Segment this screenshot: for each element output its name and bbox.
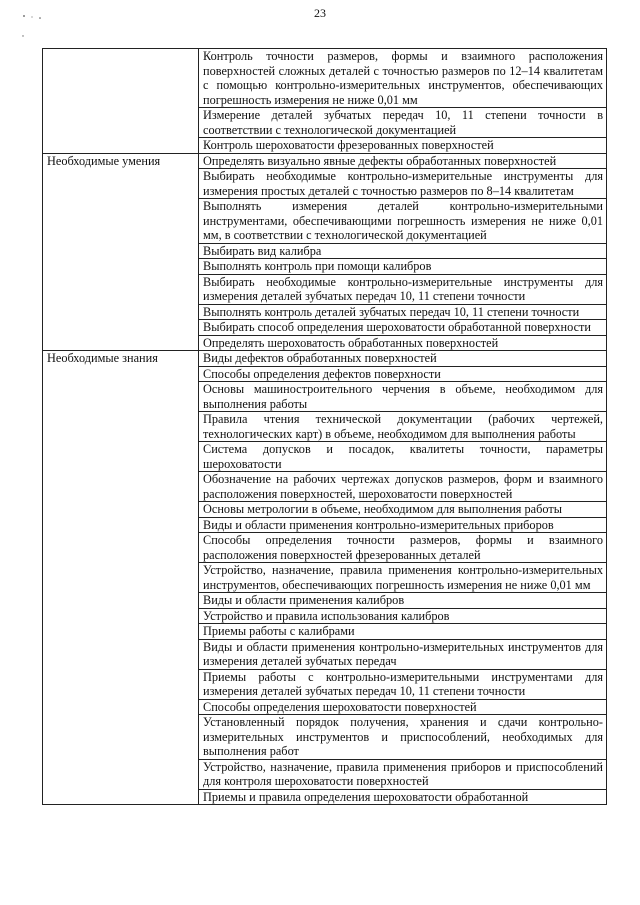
table-cell: Устройство, назначение, правила применения контрольно-измерительных инструментов, обеспечивающих погрешность измерения не ниже 0,01 мм bbox=[199, 563, 607, 593]
skills-label: Необходимые умения bbox=[43, 153, 199, 351]
table-cell: Обозначение на рабочих чертежах допусков размеров, форм и взаимного расположения поверхностей, шероховатости поверхностей bbox=[199, 472, 607, 502]
table-cell: Измерение деталей зубчатых передач 10, 11 степени точности в соответствии с технологической документацией bbox=[199, 108, 607, 138]
table-cell: Устройство, назначение, правила применения приборов и приспособлений для контроля шероховатости поверхностей bbox=[199, 759, 607, 789]
table-cell: Способы определения точности размеров, формы и взаимного расположения поверхностей фрезерованных деталей bbox=[199, 533, 607, 563]
knowledge-label: Необходимые знания bbox=[43, 351, 199, 805]
table-cell: Устройство и правила использования калибров bbox=[199, 608, 607, 624]
table-cell: Виды и области применения контрольно-измерительных инструментов для измерения деталей зубчатых передач bbox=[199, 639, 607, 669]
table-cell: Выбирать необходимые контрольно-измерительные инструменты для измерения деталей зубчатых передач 10, 11 степени точности bbox=[199, 274, 607, 304]
table-cell-text: Приемы и правила определения шероховатости обработанной bbox=[203, 789, 529, 804]
table-row bbox=[43, 351, 607, 367]
table-cell: Виды дефектов обработанных поверхностей bbox=[199, 351, 607, 367]
page-number: 23 bbox=[314, 6, 326, 20]
table-cell: Приемы работы с калибрами bbox=[199, 624, 607, 640]
table-cell: Выполнять контроль деталей зубчатых передач 10, 11 степени точности bbox=[199, 304, 607, 320]
table-row bbox=[43, 49, 607, 108]
table-cell: Установленный порядок получения, хранения и сдачи контрольно-измерительных инструментов и приспособлений, необходимых для выполнения работ bbox=[199, 715, 607, 760]
table-cell: Выбирать способ определения шероховатости обработанной поверхности bbox=[199, 320, 607, 336]
table-cell: Основы машиностроительного черчения в объеме, необходимом для выполнения работы bbox=[199, 382, 607, 412]
table-cell: Система допусков и посадок, квалитеты точности, параметры шероховатости bbox=[199, 442, 607, 472]
table-cell: Выбирать необходимые контрольно-измерительные инструменты для измерения простых деталей с точностью размеров по 8–14 квалитетам bbox=[199, 169, 607, 199]
table-cell: Способы определения шероховатости поверхностей bbox=[199, 699, 607, 715]
table-cell: Контроль точности размеров, формы и взаимного расположения поверхностей сложных деталей с точностью размеров по 12–14 квалитетам с помощью контрольно-измерительных инструментов, обеспечивающих погрешность измерения не ниже 0,01 мм bbox=[199, 49, 607, 108]
table-cell: Определять шероховатость обработанных поверхностей bbox=[199, 335, 607, 351]
table-cell: Виды и области применения калибров bbox=[199, 593, 607, 609]
table-cell: Виды и области применения контрольно-измерительных приборов bbox=[199, 517, 607, 533]
table-cell: Приемы работы с контрольно-измерительными инструментами для измерения деталей зубчатых передач 10, 11 степени точности bbox=[199, 669, 607, 699]
table-cell: Выбирать вид калибра bbox=[199, 243, 607, 259]
cut-text-clip bbox=[203, 790, 603, 804]
table-cell: Выполнять измерения деталей контрольно-измерительными инструментами, обеспечивающими погрешность измерения не ниже 0,01 мм, в соответствии с технологической документацией bbox=[199, 199, 607, 244]
table-cell: Выполнять контроль при помощи калибров bbox=[199, 259, 607, 275]
table-cell: Правила чтения технической документации (рабочих чертежей, технологических карт) в объеме, необходимом для выполнения работы bbox=[199, 412, 607, 442]
table-cell: Контроль шероховатости фрезерованных поверхностей bbox=[199, 138, 607, 154]
table-cell: Способы определения дефектов поверхности bbox=[199, 366, 607, 382]
table-row bbox=[43, 153, 607, 169]
table-cell: Основы метрологии в объеме, необходимом для выполнения работы bbox=[199, 502, 607, 518]
table-cell: Определять визуально явные дефекты обработанных поверхностей bbox=[199, 153, 607, 169]
table-cell-cut bbox=[199, 789, 607, 804]
competency-table bbox=[42, 48, 607, 805]
row-label-empty bbox=[43, 49, 199, 154]
